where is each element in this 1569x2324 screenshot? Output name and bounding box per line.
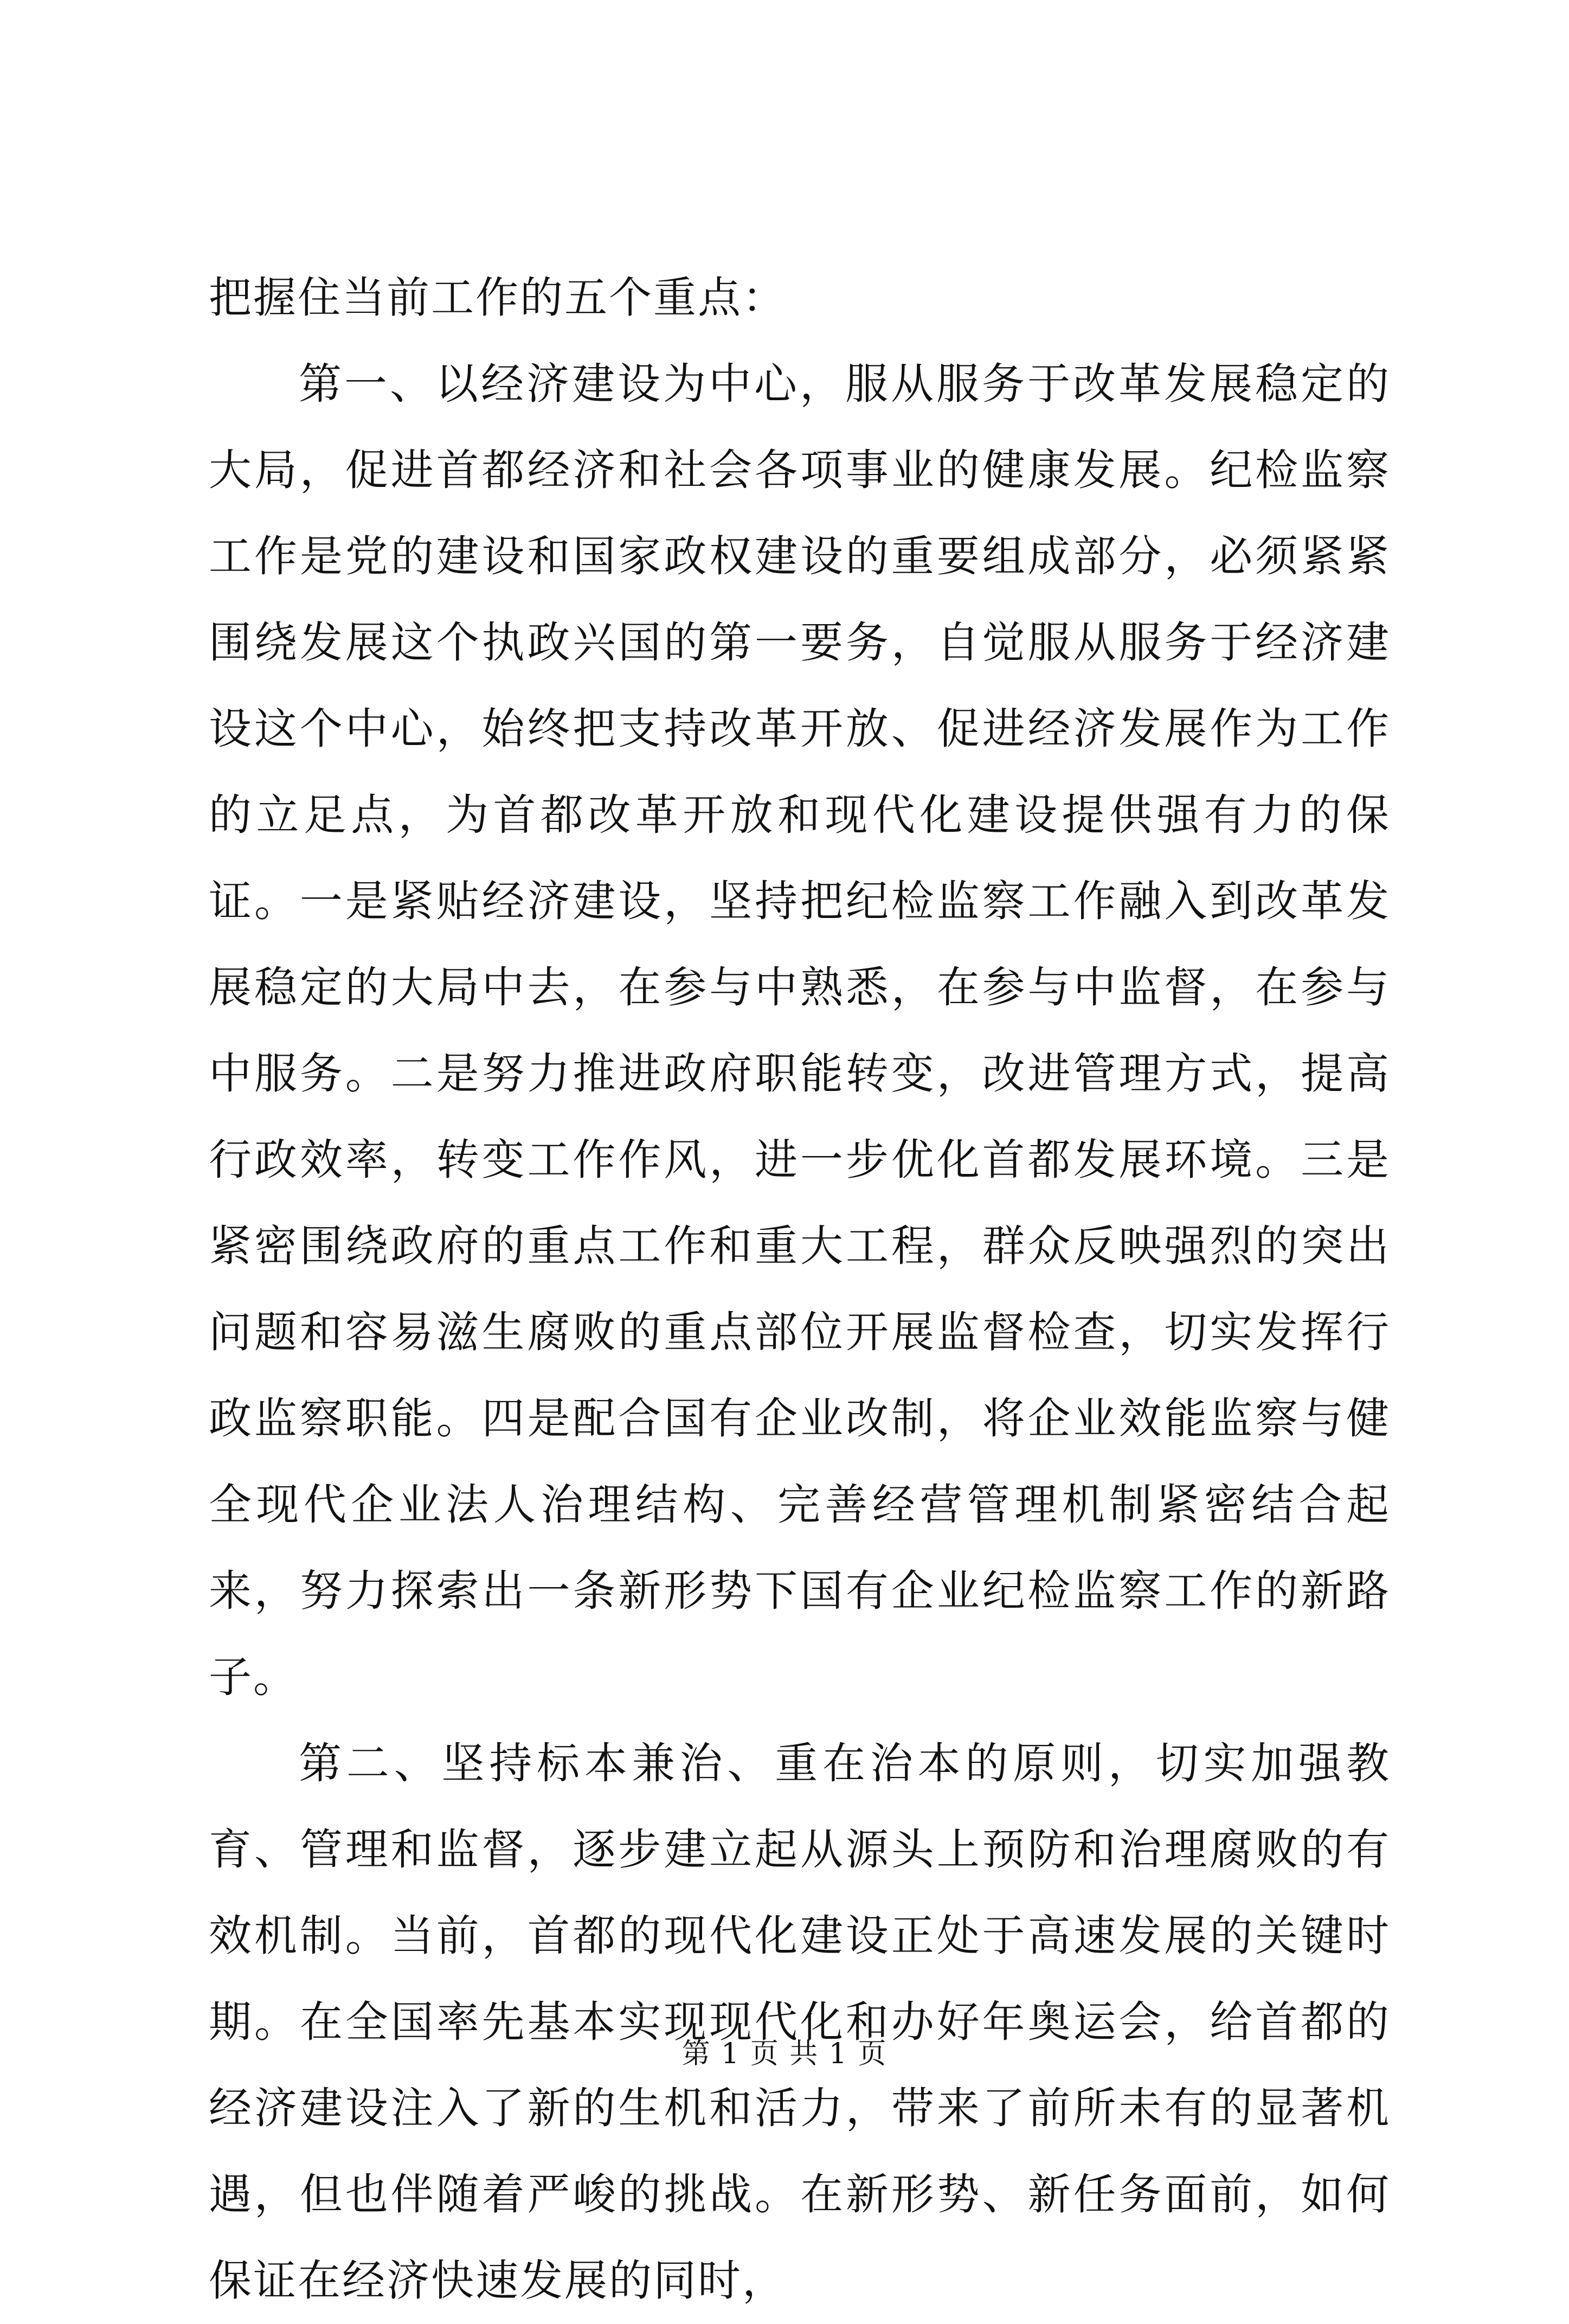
paragraph-intro: 把握住当前工作的五个重点： (209, 273, 787, 323)
document-body (209, 255, 1391, 2324)
paragraph-second-point: 第二、坚持标本兼治、重在治本的原则，切实加强教育、管理和监督，逐步建立起从源头上预防和治理腐败的有效机制。当前，首都的现代化建设正处于高速发展的关键时期。在全国率先基本实现现代化和办好年奥运会，给首都的经济建设注入了新的生机和活力，带来了前所未有的显著机遇，但也伴随着严峻的挑战。在新形势、新任务面前，如何保证在经济快速发展的同时， (209, 1738, 1391, 2306)
paragraph-first-point: 第一、以经济建设为中心，服从服务于改革发展稳定的大局，促进首都经济和社会各项事业的健康发展。纪检监察工作是党的建设和国家政权建设的重要组成部分，必须紧紧围绕发展这个执政兴国的第一要务，自觉服从服务于经济建设这个中心，始终把支持改革开放、促进经济发展作为工作的立足点，为首都改革开放和现代化建设提供强有力的保证。一是紧贴经济建设，坚持把纪检监察工作融入到改革发展稳定的大局中去，在参与中熟悉，在参与中监督，在参与中服务。二是努力推进政府职能转变，改进管理方式，提高行政效率，转变工作作风，进一步优化首都发展环境。三是紧密围绕政府的重点工作和重大工程，群众反映强烈的突出问题和容易滋生腐败的重点部位开展监督检查，切实发挥行政监察职能。四是配合国有企业改制，将企业效能监察与健全现代企业法人治理结构、完善经营管理机制紧密结合起来，努力探索出一条新形势下国有企业纪检监察工作的新路子。 (209, 359, 1391, 1702)
page-footer: 第 1 页 共 1 页 (681, 2038, 888, 2070)
